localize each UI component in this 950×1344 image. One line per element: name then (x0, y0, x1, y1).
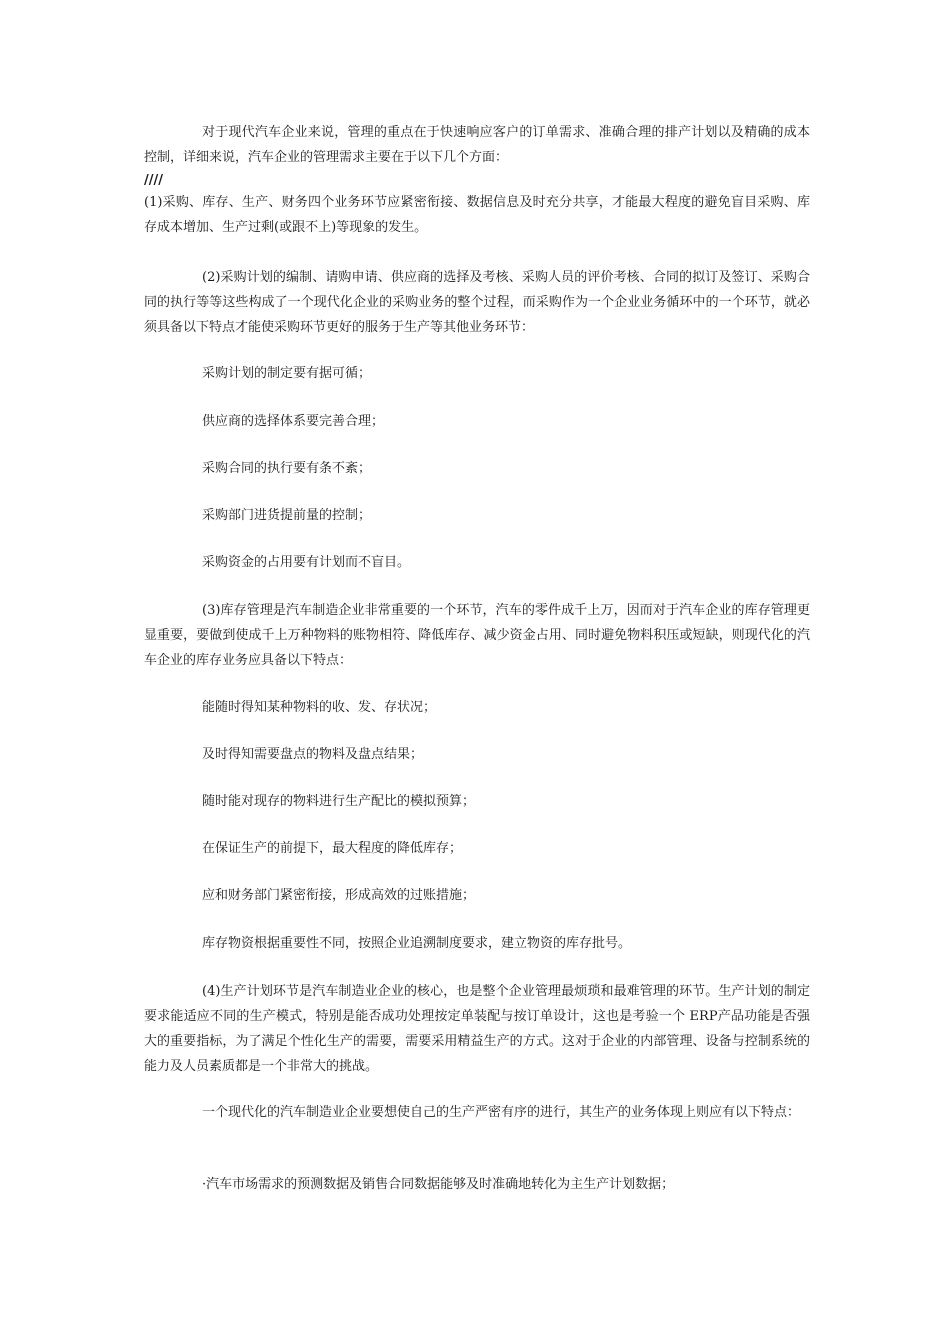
requirement-1-paragraph: (1)采购、库存、生产、财务四个业务环节应紧密衔接、数据信息及时充分共享，才能最大程度的避免盲目采购、库存成本增加、生产过剩(或跟不上)等现象的发生。 (144, 195, 810, 235)
intro-paragraph: 对于现代汽车企业来说，管理的重点在于快速响应客户的订单需求、准确合理的排产计划以及精确的成本控制，详细来说，汽车企业的管理需求主要在于以下几个方面： (144, 125, 810, 165)
purchase-item-4: 采购部门进货提前量的控制； (202, 508, 372, 523)
production-intro-paragraph: 一个现代化的汽车制造业企业要想使自己的生产严密有序的进行，其生产的业务体现上则应有以下特点： (202, 1105, 801, 1120)
requirement-3-paragraph: (3)库存管理是汽车制造企业非常重要的一个环节，汽车的零件成千上万，因而对于汽车企业的库存管理更显重要，要做到使成千上万种物料的账物相符、降低库存、减少资金占用、同时避免物料积压或短缺，则现代化的汽车企业的库存业务应具备以下特点： (144, 603, 810, 668)
purchase-item-3: 采购合同的执行要有条不紊； (202, 461, 372, 476)
purchase-item-5: 采购资金的占用要有计划而不盲目。 (202, 555, 411, 570)
purchase-item-1: 采购计划的制定要有据可循； (202, 366, 372, 381)
inventory-item-2: 及时得知需要盘点的物料及盘点结果； (202, 747, 424, 762)
inventory-item-5: 应和财务部门紧密衔接，形成高效的过账措施； (202, 888, 476, 903)
inventory-item-3: 随时能对现存的物料进行生产配比的模拟预算； (202, 794, 476, 809)
requirement-4-paragraph: (4)生产计划环节是汽车制造业企业的核心，也是整个企业管理最烦琐和最难管理的环节。生产计划的制定要求能适应不同的生产模式，特别是能否成功处理按定单装配与按订单设计，这也是考验一个 ERP产品功能是否强大的重要指标，为了满足个性化生产的需要，需要采用精益生产的方式。这对于企业的内部管理、设备与控制系统的能力及人员素质都是一个非常大的挑战。 (144, 984, 810, 1074)
separator-mark: //// (144, 173, 163, 188)
inventory-item-6: 库存物资根据重要性不同，按照企业追溯制度要求，建立物资的库存批号。 (202, 936, 632, 951)
requirement-2-paragraph: (2)采购计划的编制、请购申请、供应商的选择及考核、采购人员的评价考核、合同的拟订及签订、采购合同的执行等等这些构成了一个现代化企业的采购业务的整个过程，而采购作为一个企业业务循环中的一个环节，就必须具备以下特点才能使采购环节更好的服务于生产等其他业务环节： (144, 270, 810, 335)
production-item-1: ·汽车市场需求的预测数据及销售合同数据能够及时准确地转化为主生产计划数据； (202, 1177, 675, 1192)
inventory-item-4: 在保证生产的前提下，最大程度的降低库存； (202, 841, 463, 856)
inventory-item-1: 能随时得知某种物料的收、发、存状况； (202, 700, 437, 715)
purchase-item-2: 供应商的选择体系要完善合理； (202, 414, 385, 429)
